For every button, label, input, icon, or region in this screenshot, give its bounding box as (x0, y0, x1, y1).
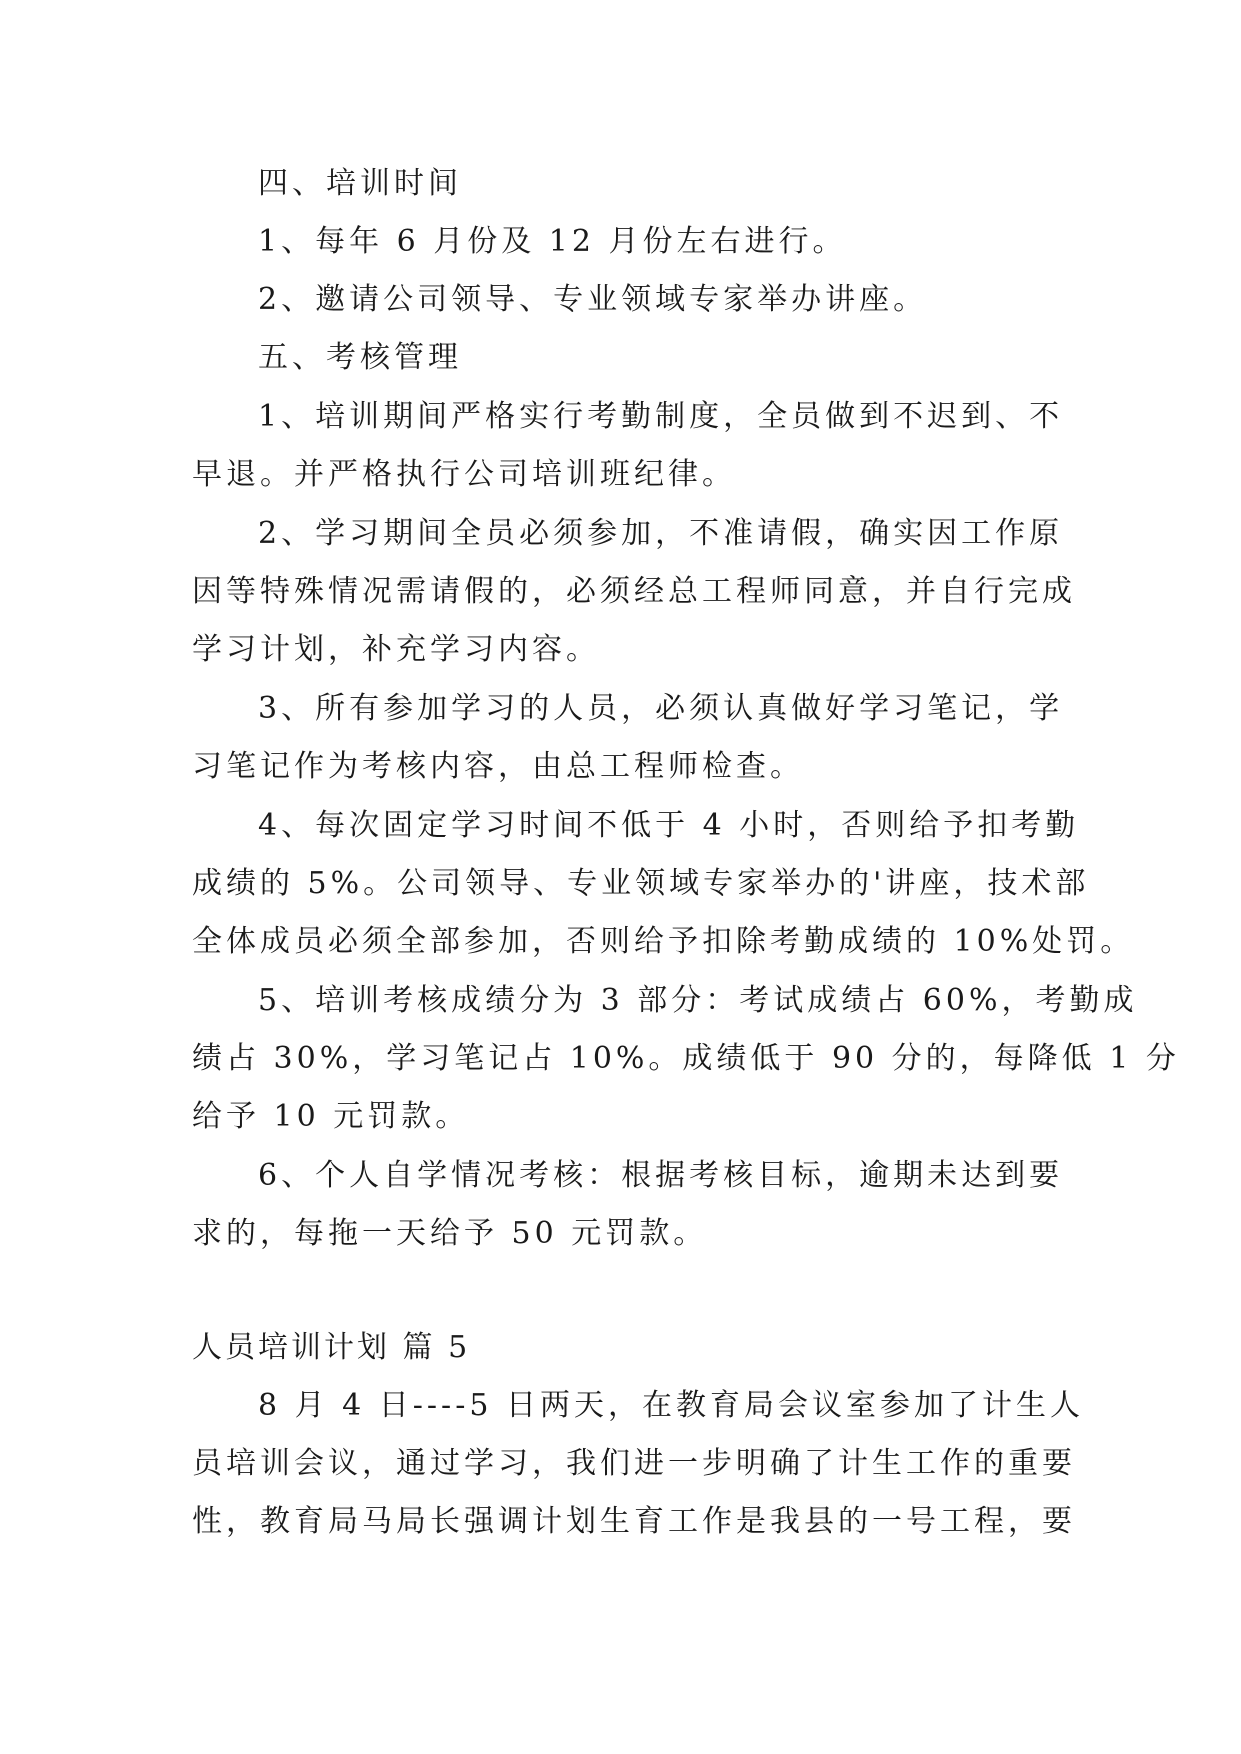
section-4-heading: 四、培训时间 (258, 166, 462, 201)
section-5-item-2-line-1: 2、学习期间全员必须参加，不准请假，确实因工作原 (258, 516, 1064, 551)
section-4-item-2: 2、邀请公司领导、专业领域专家举办讲座。 (258, 282, 928, 317)
article-5-para-1-line-1: 8 月 4 日----5 日两天，在教育局会议室参加了计生人 (258, 1388, 1084, 1423)
article-5-para-1-line-2: 员培训会议，通过学习，我们进一步明确了计生工作的重要 (192, 1446, 1076, 1481)
section-5-item-4-line-1: 4、每次固定学习时间不低于 4 小时，否则给予扣考勤 (258, 808, 1080, 843)
section-5-item-3-line-1: 3、所有参加学习的人员，必须认真做好学习笔记，学 (258, 691, 1064, 726)
section-5-item-2-line-3: 学习计划，补充学习内容。 (192, 632, 600, 667)
section-5-item-1-line-1: 1、培训期间严格实行考勤制度，全员做到不迟到、不 (258, 399, 1064, 434)
article-5-title: 人员培训计划 篇 5 (192, 1330, 471, 1365)
section-5-item-5-line-1: 5、培训考核成绩分为 3 部分：考试成绩占 60%，考勤成 (258, 983, 1138, 1018)
section-4-item-1: 1、每年 6 月份及 12 月份左右进行。 (258, 224, 847, 259)
section-5-item-1-line-2: 早退。并严格执行公司培训班纪律。 (192, 457, 736, 492)
section-5-item-6-line-2: 求的，每拖一天给予 50 元罚款。 (192, 1216, 708, 1251)
section-5-item-2-line-2: 因等特殊情况需请假的，必须经总工程师同意，并自行完成 (192, 574, 1076, 609)
section-5-item-3-line-2: 习笔记作为考核内容，由总工程师检查。 (192, 749, 804, 784)
section-5-heading: 五、考核管理 (258, 340, 462, 375)
section-5-item-6-line-1: 6、个人自学情况考核：根据考核目标，逾期未达到要 (258, 1158, 1064, 1193)
article-5-para-1-line-3: 性，教育局马局长强调计划生育工作是我县的一号工程，要 (192, 1504, 1076, 1539)
section-5-item-4-line-2: 成绩的 5%。公司领导、专业领域专家举办的'讲座，技术部 (192, 866, 1090, 901)
section-5-item-5-line-2: 绩占 30%，学习笔记占 10%。成绩低于 90 分的，每降低 1 分 (192, 1041, 1180, 1076)
section-5-item-4-line-3: 全体成员必须全部参加，否则给予扣除考勤成绩的 10%处罚。 (192, 924, 1135, 959)
section-5-item-5-line-3: 给予 10 元罚款。 (192, 1099, 470, 1134)
